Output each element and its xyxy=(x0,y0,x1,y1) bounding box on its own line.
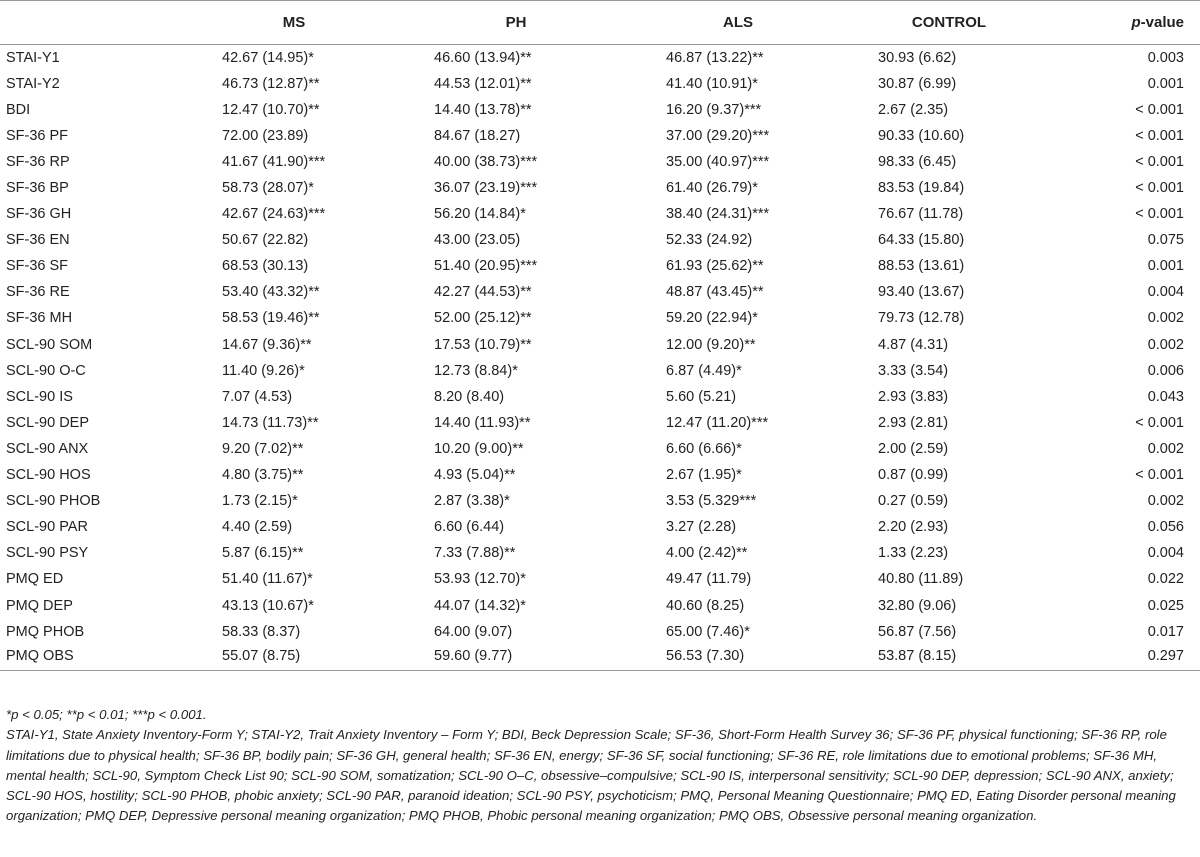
row-label: SF-36 PF xyxy=(6,127,69,144)
table-row xyxy=(0,566,1200,592)
cell-ph: 14.40 (13.78)** xyxy=(434,101,532,118)
row-label: SCL-90 SOM xyxy=(6,336,93,353)
cell-ms: 68.53 (30.13) xyxy=(222,258,309,275)
cell-ms: 11.40 (9.26)* xyxy=(222,362,305,379)
cell-p-value: 0.025 xyxy=(1147,597,1184,614)
cell-ms: 42.67 (14.95)* xyxy=(222,49,314,66)
cell-p-value: 0.001 xyxy=(1147,258,1184,275)
cell-p-value: 0.017 xyxy=(1147,623,1184,640)
cell-p-value: 0.004 xyxy=(1147,284,1184,301)
cell-ms: 43.13 (10.67)* xyxy=(222,597,314,614)
row-label: SF-36 SF xyxy=(6,258,69,275)
cell-als: 16.20 (9.37)*** xyxy=(666,101,762,118)
cell-control: 64.33 (15.80) xyxy=(878,232,965,249)
cell-ms: 51.40 (11.67)* xyxy=(222,571,313,588)
cell-ph: 59.60 (9.77) xyxy=(400,645,632,671)
cell-als: 35.00 (40.97)*** xyxy=(666,153,770,170)
cell-control: 4.87 (4.31) xyxy=(878,336,949,353)
row-label: SF-36 BP xyxy=(6,180,69,197)
cell-ph: 44.53 (12.01)** xyxy=(434,75,532,92)
header-p-italic: p xyxy=(1131,14,1141,31)
cell-p-value: < 0.001 xyxy=(1135,153,1184,170)
cell-ms: 5.87 (6.15)** xyxy=(222,545,304,562)
cell-ms: 41.67 (41.90)*** xyxy=(222,153,326,170)
table-footnote xyxy=(6,705,1196,827)
row-label: SF-36 MH xyxy=(6,310,73,327)
cell-control: 2.93 (2.81) xyxy=(878,414,949,431)
cell-als: 12.47 (11.20)*** xyxy=(666,414,769,431)
table-row xyxy=(0,227,1200,253)
cell-ms: 12.47 (10.70)** xyxy=(222,101,320,118)
cell-ph: 52.00 (25.12)** xyxy=(434,310,532,327)
row-label: SCL-90 HOS xyxy=(6,467,91,484)
cell-ph: 53.93 (12.70)* xyxy=(434,571,526,588)
cell-als: 48.87 (43.45)** xyxy=(666,284,764,301)
cell-p-value: < 0.001 xyxy=(1135,414,1184,431)
cell-ms: 50.67 (22.82) xyxy=(222,232,309,249)
cell-ms: 4.40 (2.59) xyxy=(222,519,293,536)
cell-control: 53.87 (8.15) xyxy=(844,645,1054,671)
header-p-value xyxy=(1054,1,1200,45)
cell-control: 56.87 (7.56) xyxy=(878,623,957,640)
cell-control: 93.40 (13.67) xyxy=(878,284,965,301)
cell-p-value: < 0.001 xyxy=(1135,467,1184,484)
cell-control: 0.27 (0.59) xyxy=(878,493,949,510)
cell-als: 6.60 (6.66)* xyxy=(666,440,742,457)
table-row xyxy=(0,97,1200,123)
cell-ph: 6.60 (6.44) xyxy=(434,519,505,536)
cell-p-value: 0.056 xyxy=(1147,519,1184,536)
cell-ms: 7.07 (4.53) xyxy=(222,388,293,405)
cell-als: 56.53 (7.30) xyxy=(632,645,844,671)
table-row xyxy=(0,149,1200,175)
cell-p-value: < 0.001 xyxy=(1135,206,1184,223)
row-label: SCL-90 DEP xyxy=(6,414,90,431)
row-label: SCL-90 PSY xyxy=(6,545,89,562)
table-row xyxy=(0,123,1200,149)
row-label: STAI-Y2 xyxy=(6,75,60,92)
cell-als: 5.60 (5.21) xyxy=(666,388,737,405)
cell-p-value: 0.043 xyxy=(1147,388,1184,405)
cell-als: 6.87 (4.49)* xyxy=(666,362,742,379)
table-row xyxy=(0,71,1200,97)
header-p-rest: -value xyxy=(1140,14,1184,31)
cell-ph: 51.40 (20.95)*** xyxy=(434,258,538,275)
table-row xyxy=(0,201,1200,227)
cell-ms: 4.80 (3.75)** xyxy=(222,467,304,484)
header-control: CONTROL xyxy=(844,1,1054,45)
cell-control: 3.33 (3.54) xyxy=(878,362,949,379)
cell-ph: 40.00 (38.73)*** xyxy=(434,153,538,170)
cell-control: 83.53 (19.84) xyxy=(878,180,965,197)
cell-control: 98.33 (6.45) xyxy=(878,153,957,170)
cell-ms: 9.20 (7.02)** xyxy=(222,440,304,457)
row-label: SF-36 EN xyxy=(6,232,70,249)
cell-control: 2.20 (2.93) xyxy=(878,519,949,536)
cell-als: 37.00 (29.20)*** xyxy=(666,127,770,144)
cell-als: 59.20 (22.94)* xyxy=(666,310,758,327)
cell-p-value: 0.002 xyxy=(1147,493,1184,510)
table-row xyxy=(0,384,1200,410)
table-row xyxy=(0,645,1200,671)
row-label: SF-36 GH xyxy=(6,206,72,223)
row-label: PMQ DEP xyxy=(6,597,73,614)
cell-control: 90.33 (10.60) xyxy=(878,127,965,144)
row-label: SCL-90 PHOB xyxy=(6,493,101,510)
cell-ph: 43.00 (23.05) xyxy=(434,232,521,249)
cell-p-value: < 0.001 xyxy=(1135,180,1184,197)
cell-ms: 58.33 (8.37) xyxy=(222,623,301,640)
cell-ph: 14.40 (11.93)** xyxy=(434,414,531,431)
cell-als: 3.53 (5.329*** xyxy=(666,493,757,510)
cell-ph: 42.27 (44.53)** xyxy=(434,284,532,301)
table-row xyxy=(0,436,1200,462)
cell-als: 3.27 (2.28) xyxy=(666,519,737,536)
cell-p-value: < 0.001 xyxy=(1135,101,1184,118)
header-als: ALS xyxy=(632,1,844,45)
row-label: SF-36 RP xyxy=(6,153,70,170)
cell-ph: 46.60 (13.94)** xyxy=(434,49,532,66)
table-row xyxy=(0,410,1200,436)
cell-als: 61.40 (26.79)* xyxy=(666,180,758,197)
cell-ms: 42.67 (24.63)*** xyxy=(222,206,326,223)
cell-ms: 14.67 (9.36)** xyxy=(222,336,312,353)
cell-p-value: 0.075 xyxy=(1147,232,1184,249)
cell-ms: 53.40 (43.32)** xyxy=(222,284,320,301)
table-row xyxy=(0,592,1200,618)
table-row xyxy=(0,462,1200,488)
table-body xyxy=(0,45,1200,671)
cell-ms: 14.73 (11.73)** xyxy=(222,414,319,431)
cell-ms: 1.73 (2.15)* xyxy=(222,493,298,510)
cell-p-value: 0.022 xyxy=(1147,571,1184,588)
cell-als: 52.33 (24.92) xyxy=(666,232,753,249)
cell-ph: 8.20 (8.40) xyxy=(434,388,505,405)
cell-als: 4.00 (2.42)** xyxy=(666,545,748,562)
table-row xyxy=(0,305,1200,331)
row-label: SF-36 RE xyxy=(6,284,70,301)
table-row xyxy=(0,253,1200,279)
cell-als: 49.47 (11.79) xyxy=(666,571,752,588)
row-label: SCL-90 O-C xyxy=(6,362,86,379)
cell-ph: 44.07 (14.32)* xyxy=(434,597,526,614)
cell-control: 30.87 (6.99) xyxy=(878,75,957,92)
cell-ph: 4.93 (5.04)** xyxy=(434,467,516,484)
cell-p-value: 0.001 xyxy=(1147,75,1184,92)
cell-ph: 10.20 (9.00)** xyxy=(434,440,524,457)
footnote-significance: *p < 0.05; **p < 0.01; ***p < 0.001. xyxy=(6,707,207,722)
table-row xyxy=(0,45,1200,71)
cell-control: 2.93 (3.83) xyxy=(878,388,949,405)
header-ms: MS xyxy=(188,1,400,45)
table-row xyxy=(0,358,1200,384)
row-label: SCL-90 IS xyxy=(6,388,73,405)
cell-p-value: 0.002 xyxy=(1147,310,1184,327)
cell-p-value: 0.006 xyxy=(1147,362,1184,379)
row-label: STAI-Y1 xyxy=(6,49,60,66)
cell-ph: 84.67 (18.27) xyxy=(434,127,521,144)
cell-control: 30.93 (6.62) xyxy=(878,49,957,66)
header-measure xyxy=(0,1,188,45)
cell-control: 0.87 (0.99) xyxy=(878,467,949,484)
cell-control: 32.80 (9.06) xyxy=(878,597,957,614)
cell-control: 40.80 (11.89) xyxy=(878,571,964,588)
cell-ph: 12.73 (8.84)* xyxy=(434,362,518,379)
table-row xyxy=(0,279,1200,305)
cell-als: 46.87 (13.22)** xyxy=(666,49,764,66)
cell-p-value: 0.004 xyxy=(1147,545,1184,562)
header-ph: PH xyxy=(400,1,632,45)
cell-control: 76.67 (11.78) xyxy=(878,206,964,223)
cell-als: 61.93 (25.62)** xyxy=(666,258,764,275)
cell-als: 38.40 (24.31)*** xyxy=(666,206,770,223)
cell-als: 65.00 (7.46)* xyxy=(666,623,750,640)
row-label: PMQ PHOB xyxy=(6,623,85,640)
cell-p-value: < 0.001 xyxy=(1135,127,1184,144)
cell-ph: 17.53 (10.79)** xyxy=(434,336,532,353)
row-label: BDI xyxy=(6,101,31,118)
cell-control: 79.73 (12.78) xyxy=(878,310,965,327)
cell-ms: 58.53 (19.46)** xyxy=(222,310,320,327)
row-label: SCL-90 ANX xyxy=(6,440,89,457)
cell-ms: 46.73 (12.87)** xyxy=(222,75,320,92)
cell-p-value: 0.002 xyxy=(1147,336,1184,353)
cell-ph: 7.33 (7.88)** xyxy=(434,545,516,562)
cell-control: 88.53 (13.61) xyxy=(878,258,965,275)
cell-ms: 58.73 (28.07)* xyxy=(222,180,314,197)
table-row xyxy=(0,332,1200,358)
table-row xyxy=(0,514,1200,540)
cell-p-value: 0.297 xyxy=(1054,645,1200,671)
cell-ph: 64.00 (9.07) xyxy=(434,623,513,640)
footnote-abbreviations: STAI-Y1, State Anxiety Inventory-Form Y; STAI-Y2, Trait Anxiety Inventory – Form Y; BDI, Beck Depression Scale; SF-36, Short-Form Health Survey 36; SF-36 PF, physical functioning; SF-36 RP, role limitations due to physical health; SF-36 BP, bodily pain; SF-36 GH, general health; SF-36 EN, energy; SF-36 SF, social functioning; SF-36 RE, role limitations due to emotional problems; SF-36 MH, mental health; SCL-90, Symptom Check List 90; SCL-90 SOM, somatization; SCL-90 O–C, obsessive–compulsive; SCL-90 IS, interpersonal sensitivity; SCL-90 DEP, depression; SCL-90 ANX, anxiety; SCL-90 HOS, hostility; SCL-90 PHOB, phobic anxiety; SCL-90 PAR, paranoid ideation; SCL-90 PSY, psychoticism; PMQ, Personal Meaning Questionnaire; PMQ ED, Eating Disorder personal meaning organization; PMQ DEP, Depressive personal meaning organization; PMQ PHOB, Phobic personal meaning organization; PMQ OBS, Obsessive personal meaning organization. xyxy=(6,727,1176,824)
cell-ph: 56.20 (14.84)* xyxy=(434,206,526,223)
cell-als: 41.40 (10.91)* xyxy=(666,75,758,92)
table-row xyxy=(0,619,1200,645)
cell-ph: 2.87 (3.38)* xyxy=(434,493,510,510)
table-row xyxy=(0,540,1200,566)
cell-als: 12.00 (9.20)** xyxy=(666,336,756,353)
cell-als: 40.60 (8.25) xyxy=(666,597,745,614)
table-row xyxy=(0,488,1200,514)
row-label: PMQ ED xyxy=(6,571,64,588)
cell-ms: 55.07 (8.75) xyxy=(188,645,400,671)
table-header-row xyxy=(0,1,1200,45)
cell-p-value: 0.002 xyxy=(1147,440,1184,457)
cell-control: 2.00 (2.59) xyxy=(878,440,949,457)
cell-ph: 36.07 (23.19)*** xyxy=(434,180,538,197)
cell-p-value: 0.003 xyxy=(1147,49,1184,66)
cell-control: 1.33 (2.23) xyxy=(878,545,949,562)
cell-als: 2.67 (1.95)* xyxy=(666,467,742,484)
table-row xyxy=(0,175,1200,201)
cell-ms: 72.00 (23.89) xyxy=(222,127,309,144)
row-label: SCL-90 PAR xyxy=(6,519,88,536)
cell-control: 2.67 (2.35) xyxy=(878,101,949,118)
row-label: PMQ OBS xyxy=(0,645,188,671)
